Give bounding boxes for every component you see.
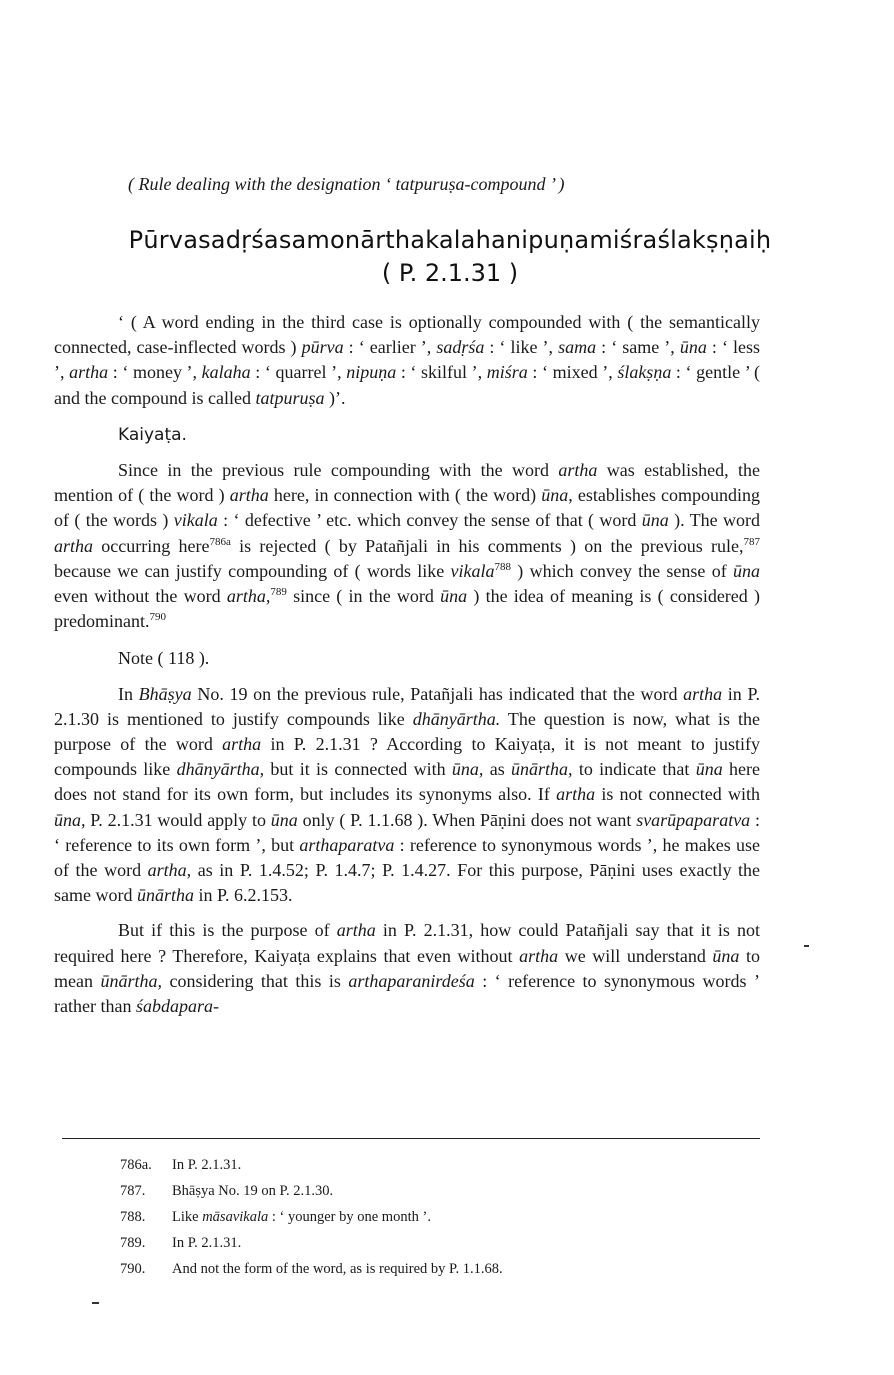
kaiyata-label: Kaiyaṭa. [118,424,187,445]
footnote: 786a. In P. 2.1.31. [120,1157,242,1173]
footnote-divider [62,1138,760,1139]
kaiyata-paragraph: Since in the previous rule compounding with the word artha was established, the mention of ( the word ) artha here, in connection with ( the word) ūna, establishes compounding of ( the words ) vikala : ‘ defective ’ etc. which convey the sense of that ( word ūna ). The word artha occurring here$^{786a}$ is rejected ( by Patañjali in his comments ) on the previous rule,$^{787}$ because we can justify compounding of ( words like vikala$^{788}$ ) which convey the sense of ūna even without the word artha,$^{789}$ since ( in the word ūna ) the idea of meaning is ( considered ) predominant.$^{790}$ [54,460,761,632]
footnote-ref: 788 [494,560,512,573]
footnote: 789. In P. 2.1.31. [120,1235,242,1251]
footnote-ref: 786a [209,535,231,548]
footnotes [120,1152,760,1282]
scan-speck [804,945,809,947]
scan-speck [92,1302,99,1304]
note-paragraph-2: But if this is the purpose of artha in P. 2.1.31, how could Patañjali say that it is not required here ? Therefore, Kaiyaṭa explains that even without artha we will understand ūna to mean ūnārtha, considering that this is arthaparanirdeśa : ‘ reference to synonymous words ’ rather than śabdapara- [54,920,761,1017]
note-paragraph-1: In Bhāṣya No. 19 on the previous rule, Patañjali has indicated that the word artha in P. 2.1.30 is mentioned to justify compounds like dhānyārtha. The question is now, what is the purpose of the word artha in P. 2.1.31 ? According to Kaiyaṭa, it is not meant to justify compounds like dhānyārtha, but it is connected with ūna, as ūnārtha, to indicate that ūna here does not stand for its own form, but includes its synonyms also. If artha is not connected with ūna, P. 2.1.31 would apply to ūna only ( P. 1.1.68 ). When Pāṇini does not want svarūpaparatva : ‘ reference to its own form ’, but arthaparatva : reference to synonymous words ’, he makes use of the word artha, as in P. 1.4.52; P. 1.4.7; P. 1.4.27. For this purpose, Pāṇini uses exactly the same word ūnārtha in P. 6.2.153. [54,683,761,906]
footnote: 787. Bhāṣya No. 19 on P. 2.1.30. [120,1183,334,1199]
footnote: 790. And not the form of the word, as is required by P. 1.1.68. [120,1261,503,1277]
section-heading: ( Rule dealing with the designation ‘ tatpuruṣa-compound ’ ) [128,174,565,194]
sutra-reference: ( P. 2.1.31 ) [381,259,519,287]
main-text [54,310,760,1019]
footnote-ref: 789 [270,586,287,599]
note-label: Note ( 118 ). [118,648,210,669]
footnote-ref: 787 [743,535,760,548]
translation-paragraph: ‘ ( A word ending in the third case is optionally compounded with ( the semantically connected, case-inflected words ) pūrva : ‘ earlier ’, sadṛśa : ‘ like ’, sama : ‘ same ’, ūna : ‘ less ’, artha : ‘ money ’, kalaha : ‘ quarrel ’, nipuṇa : ‘ skilful ’, miśra : ‘ mixed ’, ślakṣṇa : ‘ gentle ’ ( and the compound is called tatpuruṣa )’. [54,312,760,408]
footnote: 788. Like māsavikala : ‘ younger by one month ’. [120,1209,431,1225]
sutra-title: Pūrvasadṛśasamonārthakalahanipuṇamiśraślakṣṇaiḥ [128,226,772,254]
footnote-ref: 790 [149,611,166,624]
